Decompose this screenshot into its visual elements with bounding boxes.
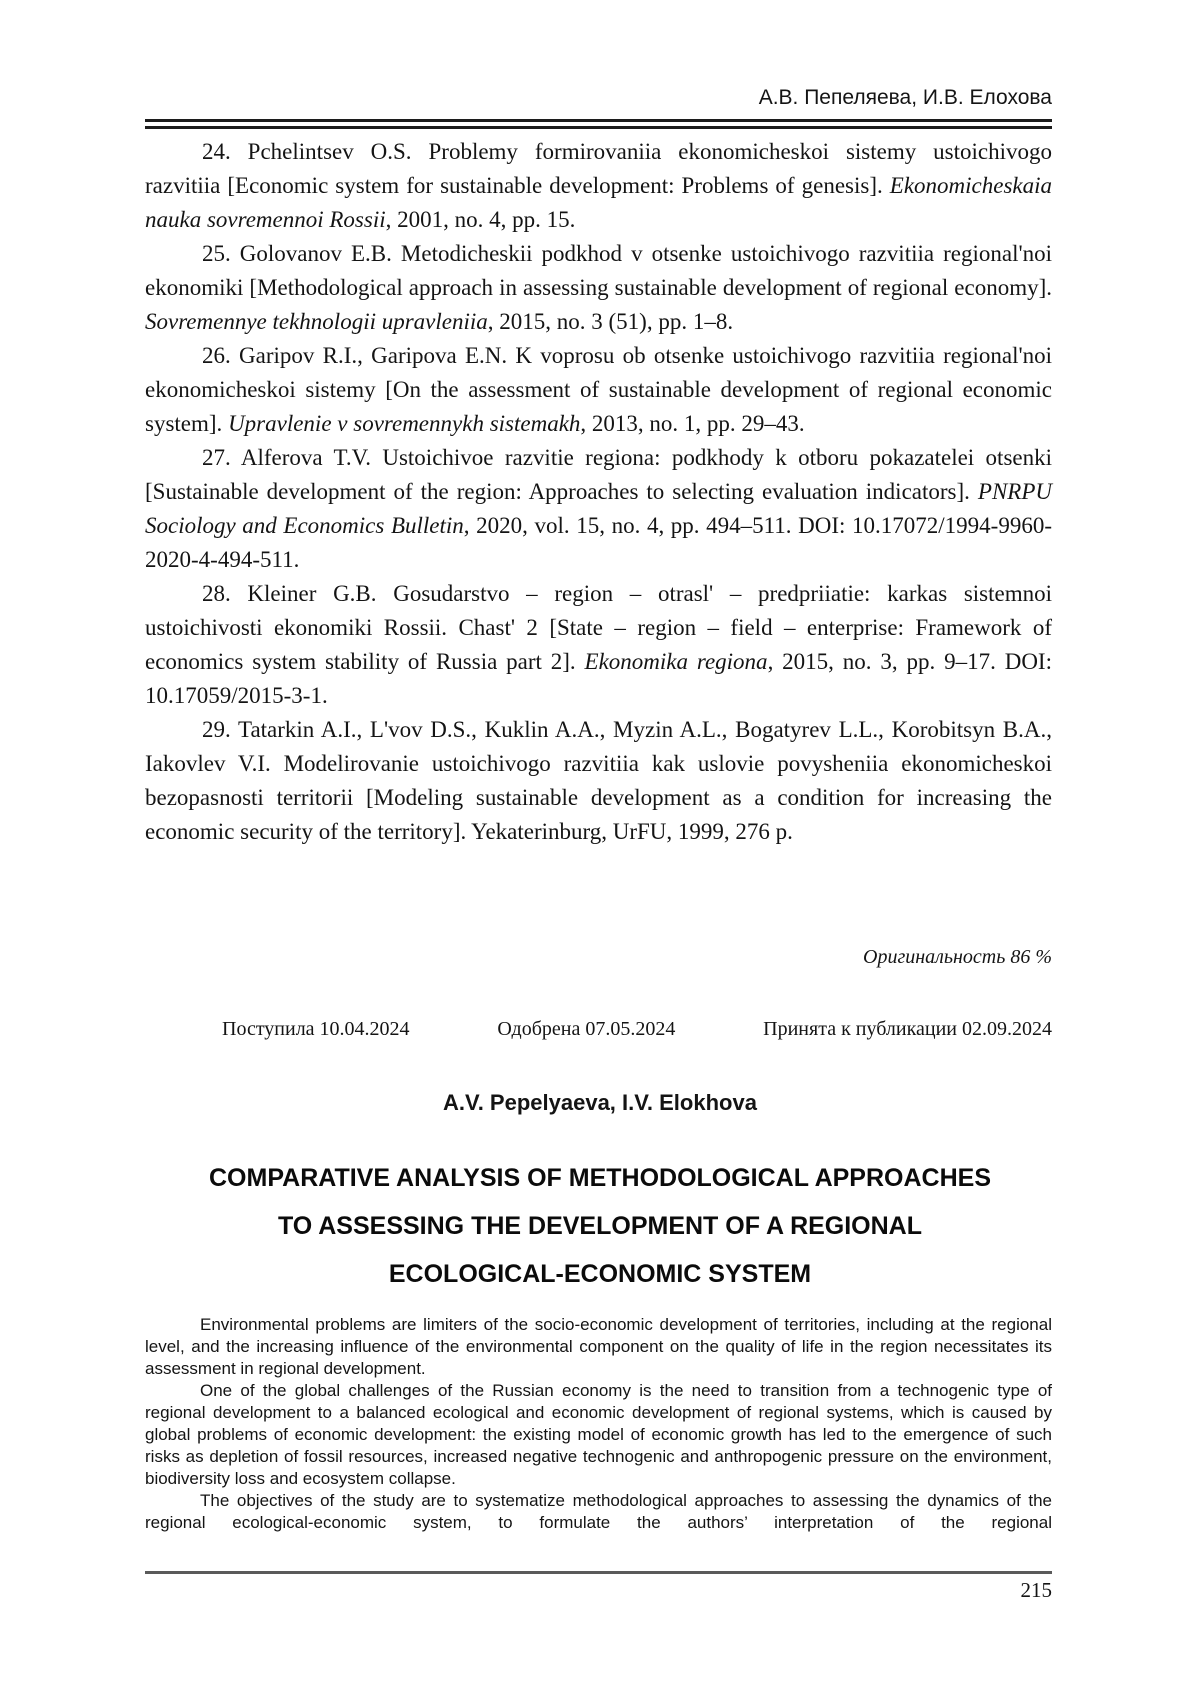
originality-note: Оригинальность 86 % [863,946,1052,968]
authors-line-en: A.V. Pepelyaeva, I.V. Elokhova [443,1090,757,1115]
article-title [70,1154,1130,1298]
reference-item: 24. Pchelintsev O.S. Problemy formirovaniia ekonomicheskoi sistemy ustoichivogo razvitiia [Economic system for sustainable development: Problems of genesis]. Ekonomicheskaia nauka sovremennoi Rossii, 2001, no. 4, pp. 15. [145,139,1052,232]
header-rule [145,119,1052,129]
reference-item: 25. Golovanov E.B. Metodicheskii podkhod v otsenke ustoichivogo razvitiia regional'noi ekonomiki [Methodological approach in assessing sustainable development of regional economy]. Sovremennye tekhnologii upravleniia, 2015, no. 3 (51), pp. 1–8. [145,241,1052,334]
abstract [145,1314,1052,1534]
footer-rule [145,1571,1052,1574]
abstract-paragraph: The objectives of the study are to systematize methodological approaches to assessing the dynamics of the regional ecological-economic system, to formulate the authors’ interpretation of the regional [145,1491,1052,1532]
reference-item: 29. Tatarkin A.I., L'vov D.S., Kuklin A.A., Myzin A.L., Bogatyrev L.L., Korobitsyn B.A., Iakovlev V.I. Modelirovanie ustoichivogo razvitiia kak uslovie povysheniia ekonomicheskoi bezopasnosti territorii [Modeling sustainable development as a condition for increasing the economic security of the territory]. Yekaterinburg, UrFU, 1999, 276 p. [145,717,1052,844]
references-list [145,135,1052,849]
date-approved: Одобрена 07.05.2024 [497,1018,676,1040]
title-line: ECOLOGICAL-ECONOMIC SYSTEM [388,1260,812,1288]
dates-row [145,1018,1052,1041]
reference-item: 28. Kleiner G.B. Gosudarstvo – region – otrasl' – predpriiatie: karkas sistemnoi ustoichivosti ekonomiki Rossii. Chast' 2 [State – region – field – enterprise: Framework of economics system stability of Russia part 2]. Ekonomika regiona, 2015, no. 3, pp. 9–17. DOI: 10.17059/2015-3-1. [145,581,1052,708]
date-received: Поступила 10.04.2024 [222,1018,410,1040]
abstract-paragraph: Environmental problems are limiters of the socio-economic development of territories, including at the regional level, and the increasing influence of the environmental component on the quality of life in the region necessitates its assessment in regional development. [145,1315,1052,1378]
page-number: 215 [1020,1578,1052,1602]
abstract-paragraph: One of the global challenges of the Russian economy is the need to transition from a technogenic type of regional development to a balanced ecological and economic development of regional systems, which is caused by global problems of economic development: the existing model of economic growth has led to the emergence of such risks as depletion of fossil resources, increased negative technogenic and anthropogenic pressure on the environment, biodiversity loss and ecosystem collapse. [145,1381,1052,1488]
date-accepted: Принята к публикации 02.09.2024 [763,1018,1052,1040]
reference-item: 26. Garipov R.I., Garipova E.N. K voprosu ob otsenke ustoichivogo razvitiia regional'noi ekonomicheskoi sistemy [On the assessment of sustainable development of regional economic system]. Upravlenie v sovremennykh sistemakh, 2013, no. 1, pp. 29–43. [145,343,1052,436]
title-line: TO ASSESSING THE DEVELOPMENT OF A REGIONAL [277,1212,923,1240]
running-head-authors: А.В. Пепеляева, И.В. Елохова [758,86,1052,109]
title-line: COMPARATIVE ANALYSIS OF METHODOLOGICAL APPROACHES [209,1164,991,1192]
reference-item: 27. Alferova T.V. Ustoichivoe razvitie regiona: podkhody k otboru pokazatelei otsenki [Sustainable development of the region: Approaches to selecting evaluation indicators]. PNRPU Sociology and Economics Bulletin, 2020, vol. 15, no. 4, pp. 494–511. DOI: 10.17072/1994-9960-2020-4-494-511. [145,445,1053,572]
